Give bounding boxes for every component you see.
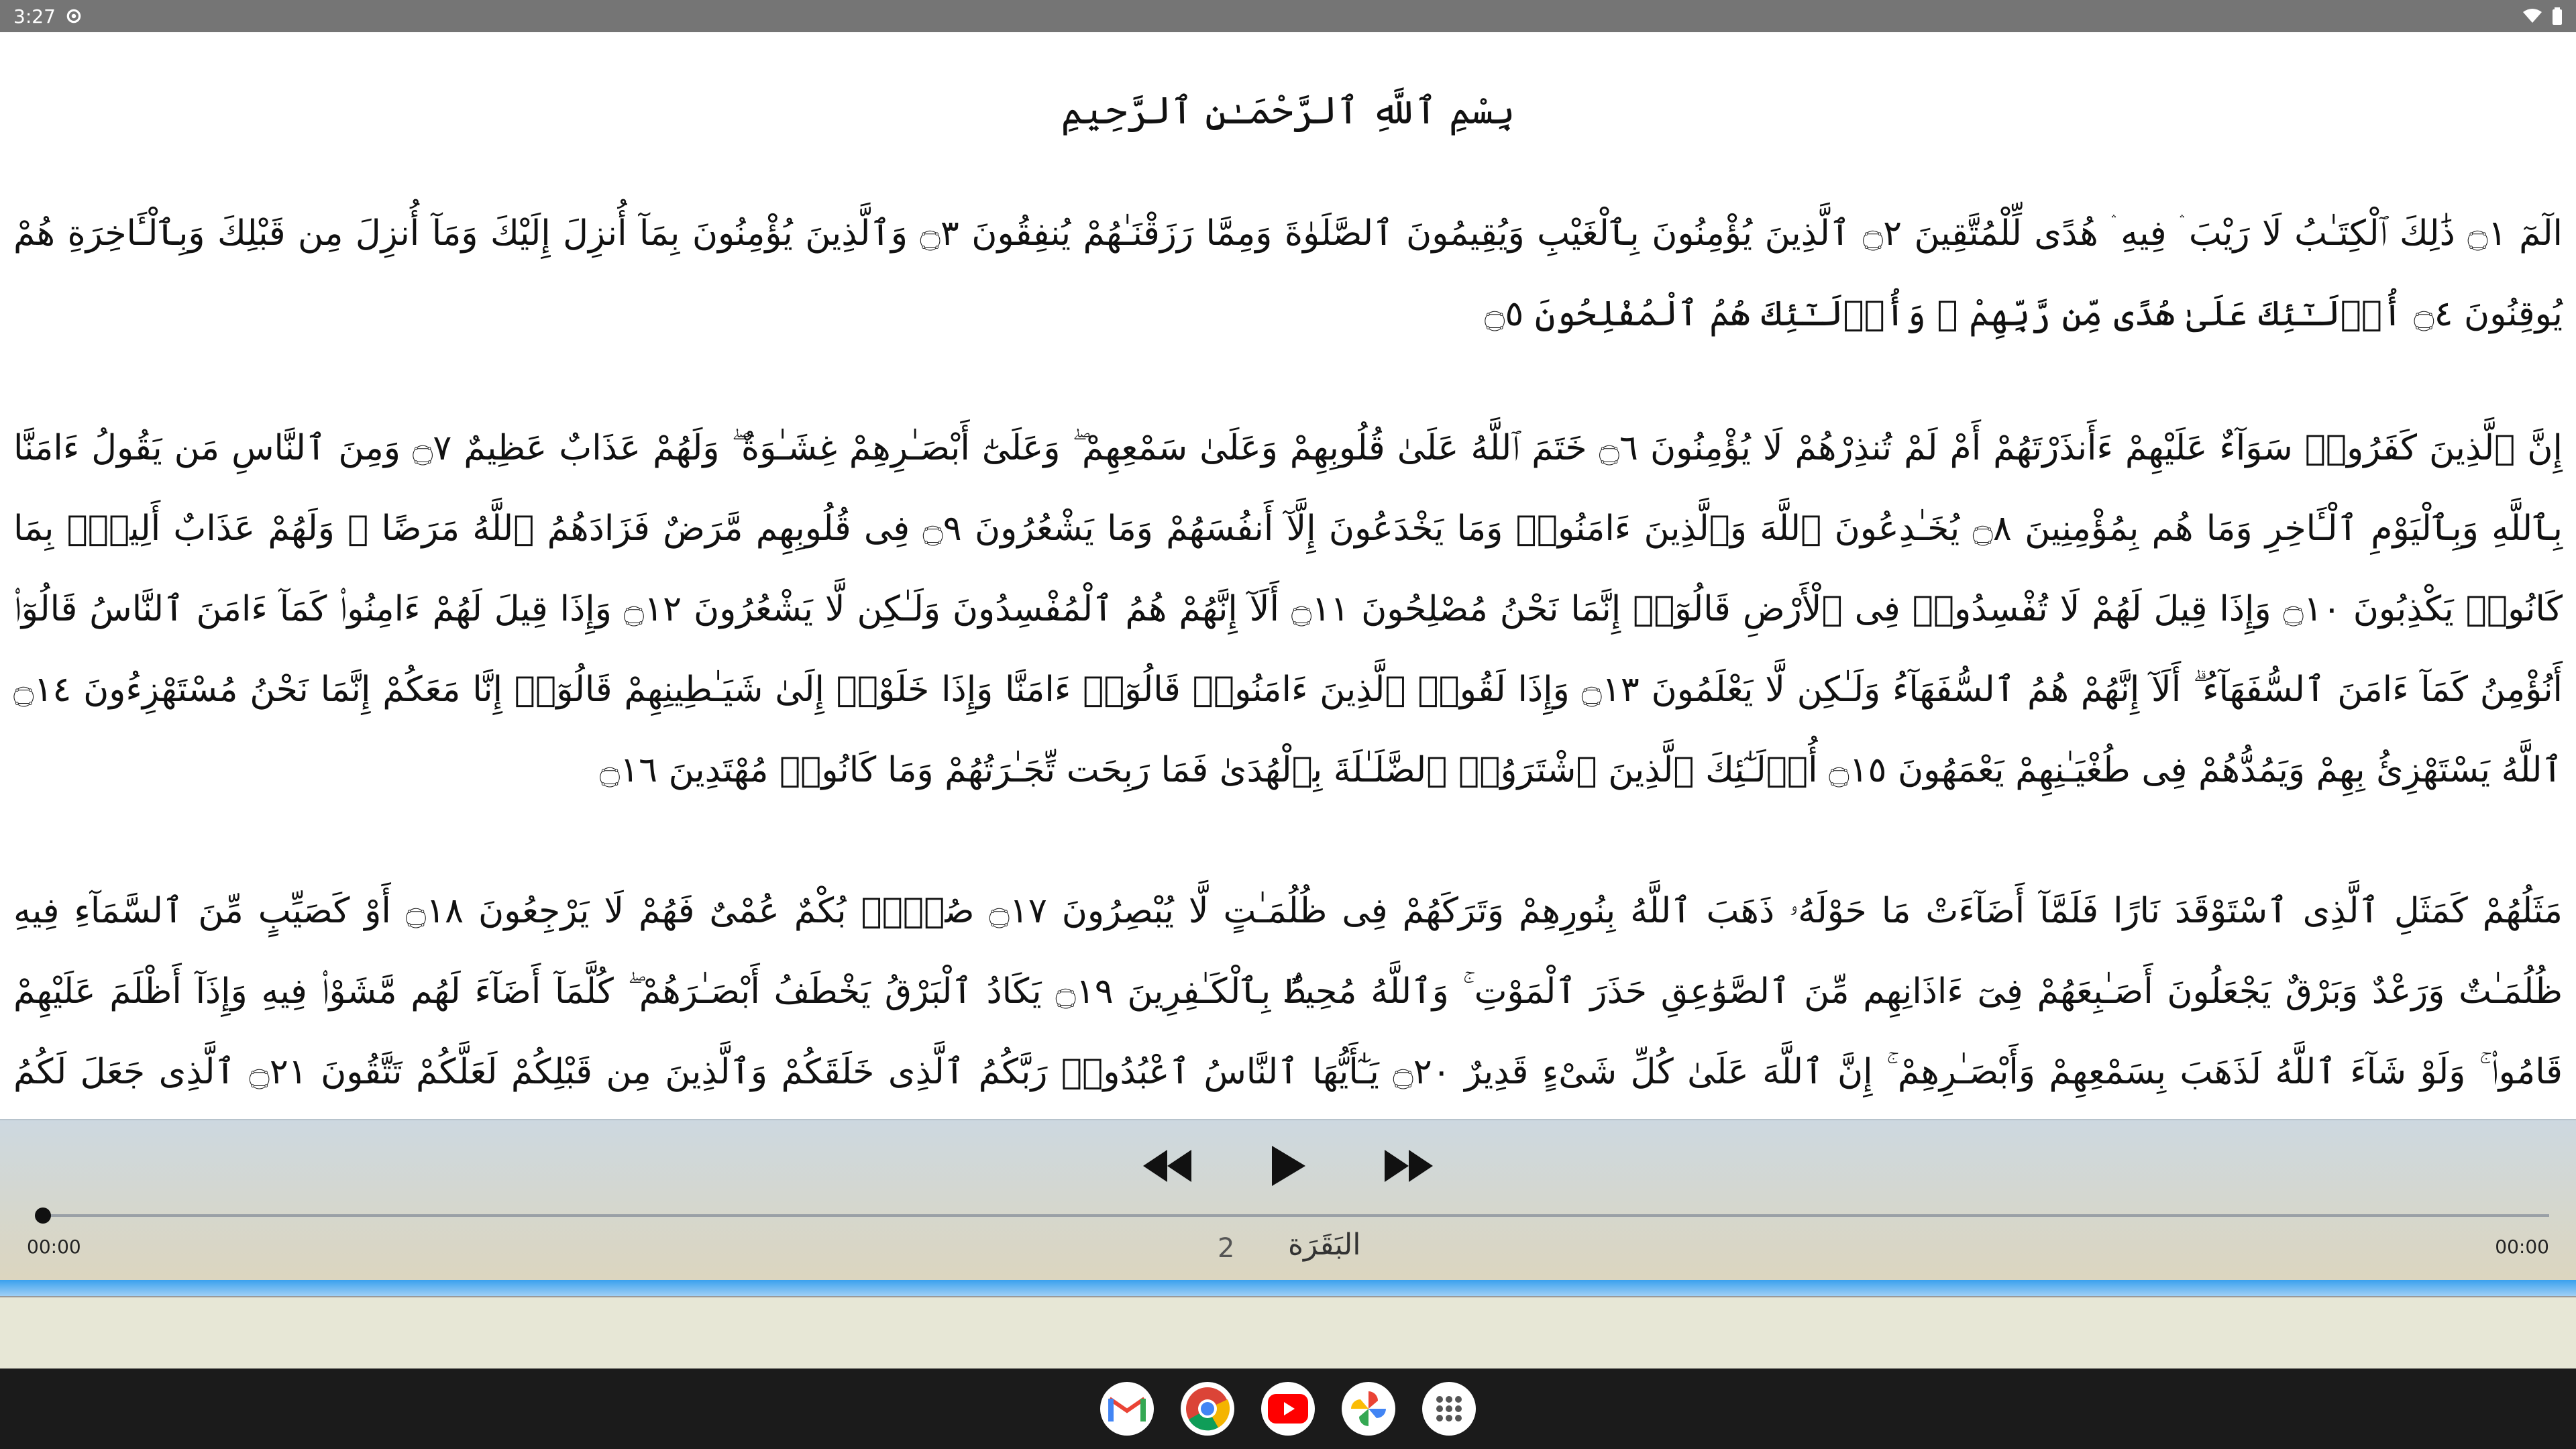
basmala: بِسْمِ ٱللَّهِ ٱلرَّحْمَـٰنِ ٱلرَّحِيمِ xyxy=(1061,89,1515,133)
battery-icon xyxy=(2552,7,2563,25)
wifi-icon xyxy=(2522,8,2542,24)
play-button[interactable] xyxy=(1258,1139,1318,1193)
verse-paragraph: إِنَّ ٱلَّذِينَ كَفَرُوا۟ سَوَآءٌ عَلَيْهِمْ ءَأَنذَرْتَهُمْ أَمْ لَمْ تُنذِرْهُمْ لَا يُؤْمِنُونَ ۝٦ خَتَمَ ٱللَّهُ عَلَىٰ قُلُوبِهِمْ وَعَلَىٰ سَمْعِهِمْ ۖ وَعَلَىٰٓ أَبْصَـٰرِهِمْ غِشَـٰوَةٌ ۖ وَلَهُمْ عَذَابٌ عَظِيمٌ ۝٧ وَمِنَ ٱلنَّاسِ مَن يَقُولُ ءَامَنَّا بِٱللَّهِ وَبِٱلْيَوْمِ ٱلْـَٔاخِرِ وَمَا هُم بِمُؤْمِنِينَ ۝٨ يُخَـٰدِعُونَ ٱللَّهَ وَٱلَّذِينَ ءَامَنُوا۟ وَمَا يَخْدَعُونَ إِلَّآ أَنفُسَهُمْ وَمَا يَشْعُرُونَ ۝٩ فِى قُلُوبِهِم مَّرَضٌ فَزَادَهُمُ ٱللَّهُ مَرَضًا ۖ وَلَهُمْ عَذَابٌ أَلِيمٌۢ بِمَا كَانُوا۟ يَكْذِبُونَ ۝١٠ وَإِذَا قِيلَ لَهُمْ لَا تُفْسِدُوا۟ فِى ٱلْأَرْضِ قَالُوٓا۟ إِنَّمَا نَحْنُ مُصْلِحُونَ ۝١١ أَلَآ إِنَّهُمْ هُمُ ٱلْمُفْسِدُونَ وَلَـٰكِن لَّا يَشْعُرُونَ ۝١٢ وَإِذَا قِيلَ لَهُمْ ءَامِنُوا۟ كَمَآ ءَامَنَ ٱلنَّاسُ قَالُوٓا۟ أَنُؤْمِنُ كَمَآ ءَامَنَ ٱلسُّفَهَآءُ ۗ أَلَآ إِنَّهُمْ هُمُ ٱلسُّفَهَآءُ وَلَـٰكِن لَّا يَعْلَمُونَ ۝١٣ وَإِذَا لَقُوا۟ ٱلَّذِينَ ءَامَنُوا۟ قَالُوٓا۟ ءَامَنَّا وَإِذَا خَلَوْا۟ إِلَىٰ شَيَـٰطِينِهِمْ قَالُوٓا۟ إِنَّا مَعَكُمْ إِنَّمَا نَحْنُ مُسْتَهْزِءُونَ ۝١٤ ٱللَّهُ يَسْتَهْزِئُ بِهِمْ وَيَمُدُّهُمْ فِى طُغْيَـٰنِهِمْ يَعْمَهُونَ ۝١٥ أُو۟لَـٰٓئِكَ ٱلَّذِينَ ٱشْتَرَوُا۟ ٱلضَّلَـٰلَةَ بِٱلْهُدَىٰ فَمَا رَبِحَت تِّجَـٰرَتُهُمْ وَمَا كَانُوا۟ مُهْتَدِينَ ۝١٦ xyxy=(13,428,2563,790)
play-icon xyxy=(1269,1144,1307,1187)
bottom-panel xyxy=(0,1296,2576,1370)
quran-reader[interactable] xyxy=(0,32,2576,1119)
elapsed-time: 00:00 xyxy=(27,1236,81,1258)
fast-forward-button[interactable] xyxy=(1379,1139,1439,1193)
verse-paragraph: مَثَلُهُمْ كَمَثَلِ ٱلَّذِى ٱسْتَوْقَدَ نَارًا فَلَمَّآ أَضَآءَتْ مَا حَوْلَهُۥ ذَهَبَ ٱللَّهُ بِنُورِهِمْ وَتَرَكَهُمْ فِى ظُلُمَـٰتٍ لَّا يُبْصِرُونَ ۝١٧ صُمٌّۢ بُكْمٌ عُمْىٌ فَهُمْ لَا يَرْجِعُونَ ۝١٨ أَوْ كَصَيِّبٍ مِّنَ ٱلسَّمَآءِ فِيهِ ظُلُمَـٰتٌ وَرَعْدٌ وَبَرْقٌ يَجْعَلُونَ أَصَـٰبِعَهُمْ فِىٓ ءَاذَانِهِم مِّنَ ٱلصَّوَٰعِقِ حَذَرَ ٱلْمَوْتِ ۚ وَٱللَّهُ مُحِيطٌۢ بِٱلْكَـٰفِرِينَ ۝١٩ يَكَادُ ٱلْبَرْقُ يَخْطَفُ أَبْصَـٰرَهُمْ ۖ كُلَّمَآ أَضَآءَ لَهُم مَّشَوْا۟ فِيهِ وَإِذَآ أَظْلَمَ عَلَيْهِمْ قَامُوا۟ ۚ وَلَوْ شَآءَ ٱللَّهُ لَذَهَبَ بِسَمْعِهِمْ وَأَبْصَـٰرِهِمْ ۚ إِنَّ ٱللَّهَ عَلَىٰ كُلِّ شَىْءٍ قَدِيرٌ ۝٢٠ يَـٰٓأَيُّهَا ٱلنَّاسُ ٱعْبُدُوا۟ رَبَّكُمُ ٱلَّذِى خَلَقَكُمْ وَٱلَّذِينَ مِن قَبْلِكُمْ لَعَلَّكُمْ تَتَّقُونَ ۝٢١ ٱلَّذِى جَعَلَ لَكُمُ xyxy=(13,891,2563,1092)
gmail-icon[interactable] xyxy=(1100,1382,1154,1436)
status-left xyxy=(13,5,83,28)
rewind-button[interactable] xyxy=(1137,1139,1197,1193)
app-dock xyxy=(0,1368,2576,1449)
youtube-icon[interactable] xyxy=(1261,1382,1315,1436)
total-time: 00:00 xyxy=(2495,1236,2549,1258)
rewind-icon xyxy=(1142,1147,1193,1185)
surah-name: البَقَرَة xyxy=(1288,1228,1361,1262)
player-controls xyxy=(0,1139,2576,1193)
status-right xyxy=(2522,7,2563,25)
seek-bar[interactable] xyxy=(40,1214,2549,1217)
progress-strip xyxy=(0,1280,2576,1296)
status-time: 3:27 xyxy=(13,5,56,28)
settings-gear-icon xyxy=(65,7,83,25)
photos-icon[interactable] xyxy=(1342,1382,1395,1436)
fast-forward-icon xyxy=(1383,1147,1434,1185)
verse-paragraph: الٓمٓ ۝١ ذَٰلِكَ ٱلْكِتَـٰبُ لَا رَيْبَ ۛ فِيهِ ۛ هُدًى لِّلْمُتَّقِينَ ۝٢ ٱلَّذِينَ يُؤْمِنُونَ بِٱلْغَيْبِ وَيُقِيمُونَ ٱلصَّلَوٰةَ وَمِمَّا رَزَقْنَـٰهُمْ يُنفِقُونَ ۝٣ وَٱلَّذِينَ يُؤْمِنُونَ بِمَآ أُنزِلَ إِلَيْكَ وَمَآ أُنزِلَ مِن قَبْلِكَ وَبِٱلْـَٔاخِرَةِ هُمْ يُوقِنُونَ ۝٤ أُو۟لَـٰٓئِكَ عَلَىٰ هُدًى مِّن رَّبِّهِمْ ۖ وَأُو۟لَـٰٓئِكَ هُمُ ٱلْمُفْلِحُونَ ۝٥ xyxy=(13,213,2563,334)
seek-thumb[interactable] xyxy=(35,1208,51,1224)
surah-number: 2 xyxy=(1218,1233,1235,1264)
status-bar xyxy=(0,0,2576,32)
app-drawer-icon[interactable] xyxy=(1422,1382,1476,1436)
chrome-icon[interactable] xyxy=(1181,1382,1234,1436)
audio-player xyxy=(0,1119,2576,1281)
